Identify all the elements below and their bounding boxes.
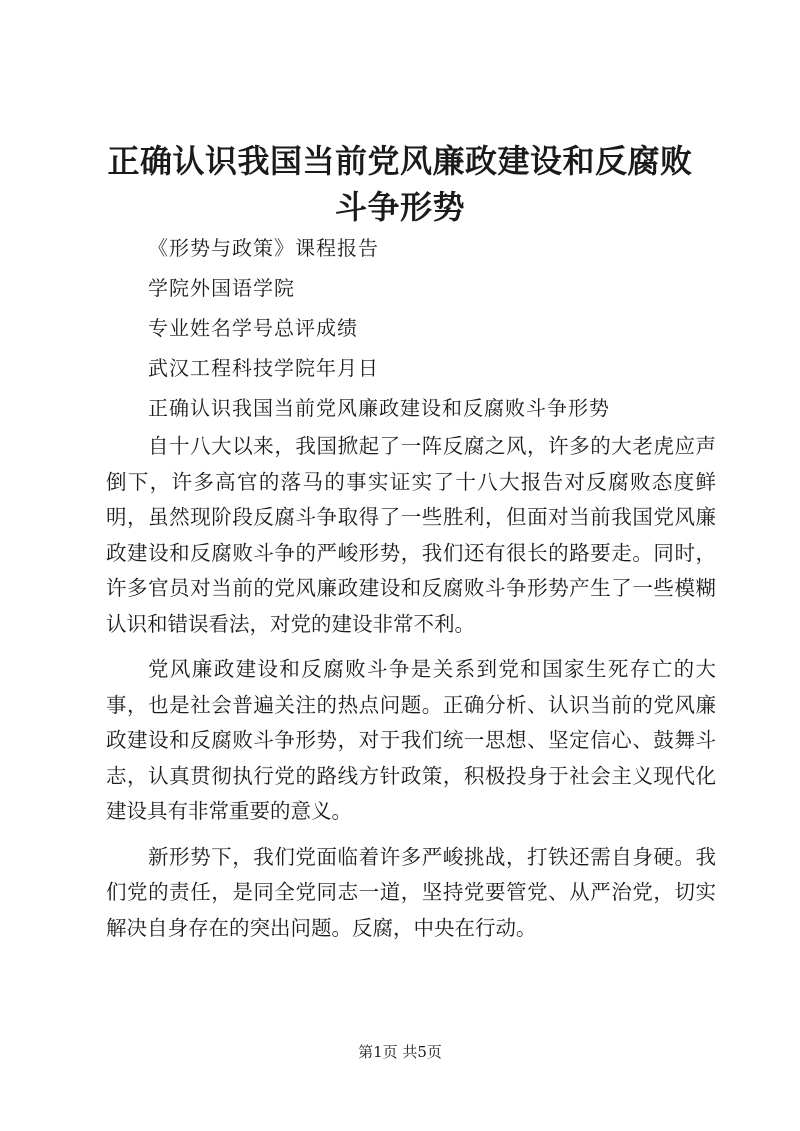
college-line: 学院外国语学院 [148, 276, 295, 300]
document-title: 正确认识我国当前党风廉政建设和反腐败斗争形势 [107, 142, 693, 226]
page-number-footer: 第1页 共5页 [358, 1043, 442, 1061]
school-date-line: 武汉工程科技学院年月日 [148, 356, 379, 380]
paragraph: 新形势下，我们党面临着许多严峻挑战，打铁还需自身硬。我们党的责任，是同全党同志一道，坚持党要管党、从严治党，切实解决自身存在的突出问题。反腐，中央在行动。 [106, 844, 716, 940]
subtitle-line: 正确认识我国当前党风廉政建设和反腐败斗争形势 [148, 396, 610, 420]
course-report-line: 《形势与政策》课程报告 [148, 236, 379, 260]
paragraph: 党风廉政建设和反腐败斗争是关系到党和国家生死存亡的大事，也是社会普遍关注的热点问题。正确分析、认识当前的党风廉政建设和反腐败斗争形势，对于我们统一思想、坚定信心、鼓舞斗志，认真贯彻执行党的路线方针政策，积极投身于社会主义现代化建设具有非常重要的意义。 [106, 657, 716, 823]
paragraph: 自十八大以来，我国掀起了一阵反腐之风，许多的大老虎应声倒下，许多高官的落马的事实证实了十八大报告对反腐败态度鲜明，虽然现阶段反腐斗争取得了一些胜利，但面对当前我国党风廉政建设和反腐败斗争的严峻形势，我们还有很长的路要走。同时，许多官员对当前的党风廉政建设和反腐败斗争形势产生了一些模糊认识和错误看法，对党的建设非常不利。 [106, 434, 716, 636]
document-body [106, 429, 716, 956]
student-info-line: 专业姓名学号总评成绩 [148, 316, 358, 340]
